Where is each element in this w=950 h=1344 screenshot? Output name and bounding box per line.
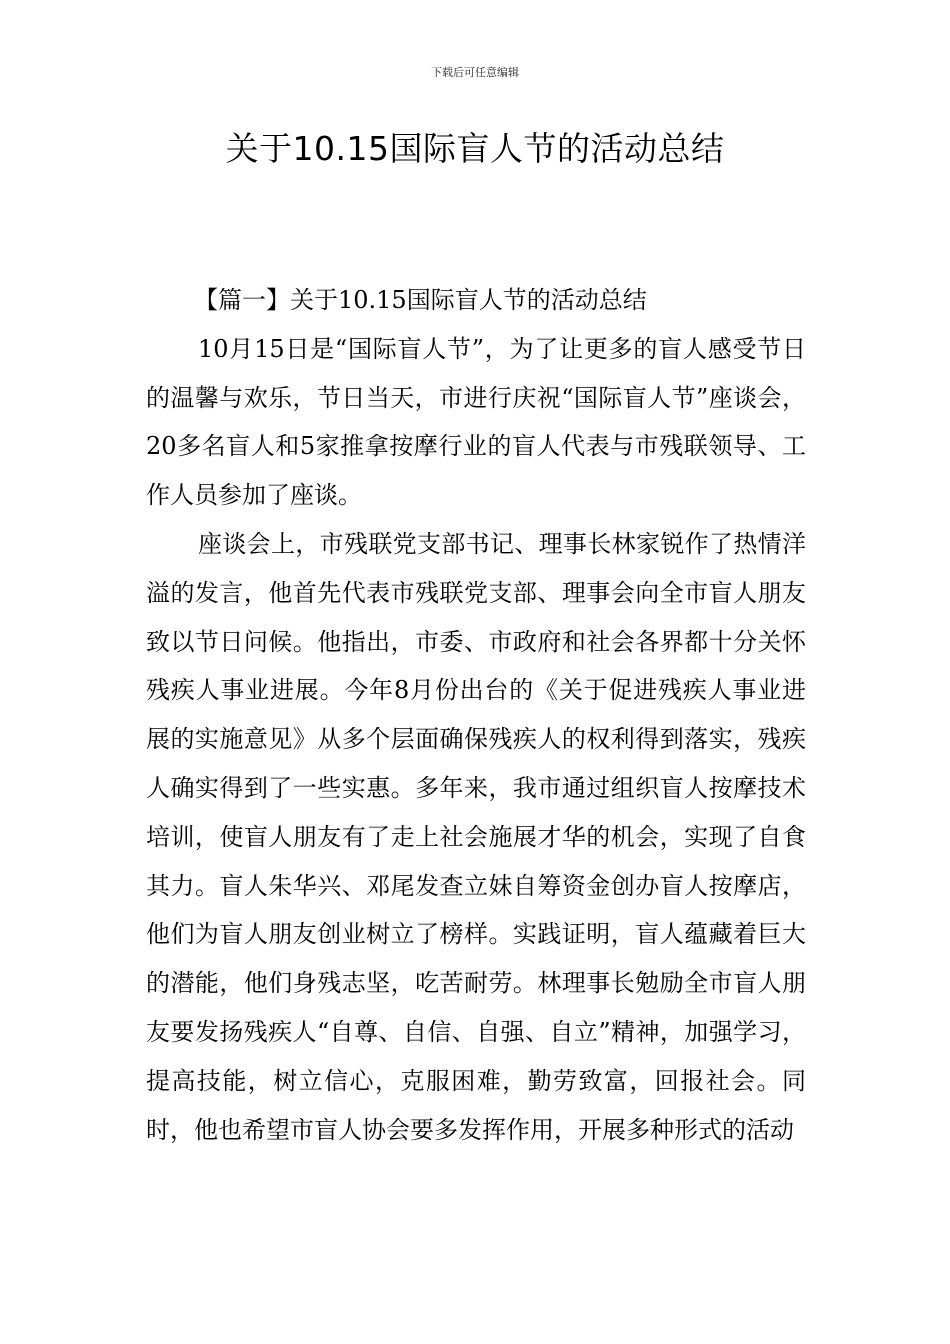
document-body: [146, 276, 806, 1154]
document-title: 关于10.15国际盲人节的活动总结: [225, 129, 725, 168]
section-heading: 【篇一】关于10.15国际盲人节的活动总结: [194, 286, 647, 314]
body-paragraph-2: 座谈会上，市残联党支部书记、理事长林家锐作了热情洋溢的发言，他首先代表市残联党支部、理事会向全市盲人朋友致以节日问候。他指出，市委、市政府和社会各界都十分关怀残疾人事业进展。今年8月份出台的《关于促进残疾人事业进展的实施意见》从多个层面确保残疾人的权利得到落实，残疾人确实得到了一些实惠。多年来，我市通过组织盲人按摩技术培训，使盲人朋友有了走上社会施展才华的机会，实现了自食其力。盲人朱华兴、邓尾发查立妹自筹资金创办盲人按摩店，他们为盲人朋友创业树立了榜样。实践证明，盲人蕴藏着巨大的潜能，他们身残志坚，吃苦耐劳。林理事长勉励全市盲人朋友要发扬残疾人“自尊、自信、自强、自立”精神，加强学习，提高技能，树立信心，克服困难，勤劳致富，回报社会。同时，他也希望市盲人协会要多发挥作用，开展多种形式的活动: [146, 529, 806, 1144]
header-note: 下载后可任意编辑: [431, 66, 519, 79]
body-paragraph-1: 10月15日是“国际盲人节”，为了让更多的盲人感受节日的温馨与欢乐，节日当天，市进行庆祝“国际盲人节”座谈会，20多名盲人和5家推拿按摩行业的盲人代表与市残联领导、工作人员参加了座谈。: [146, 334, 806, 510]
